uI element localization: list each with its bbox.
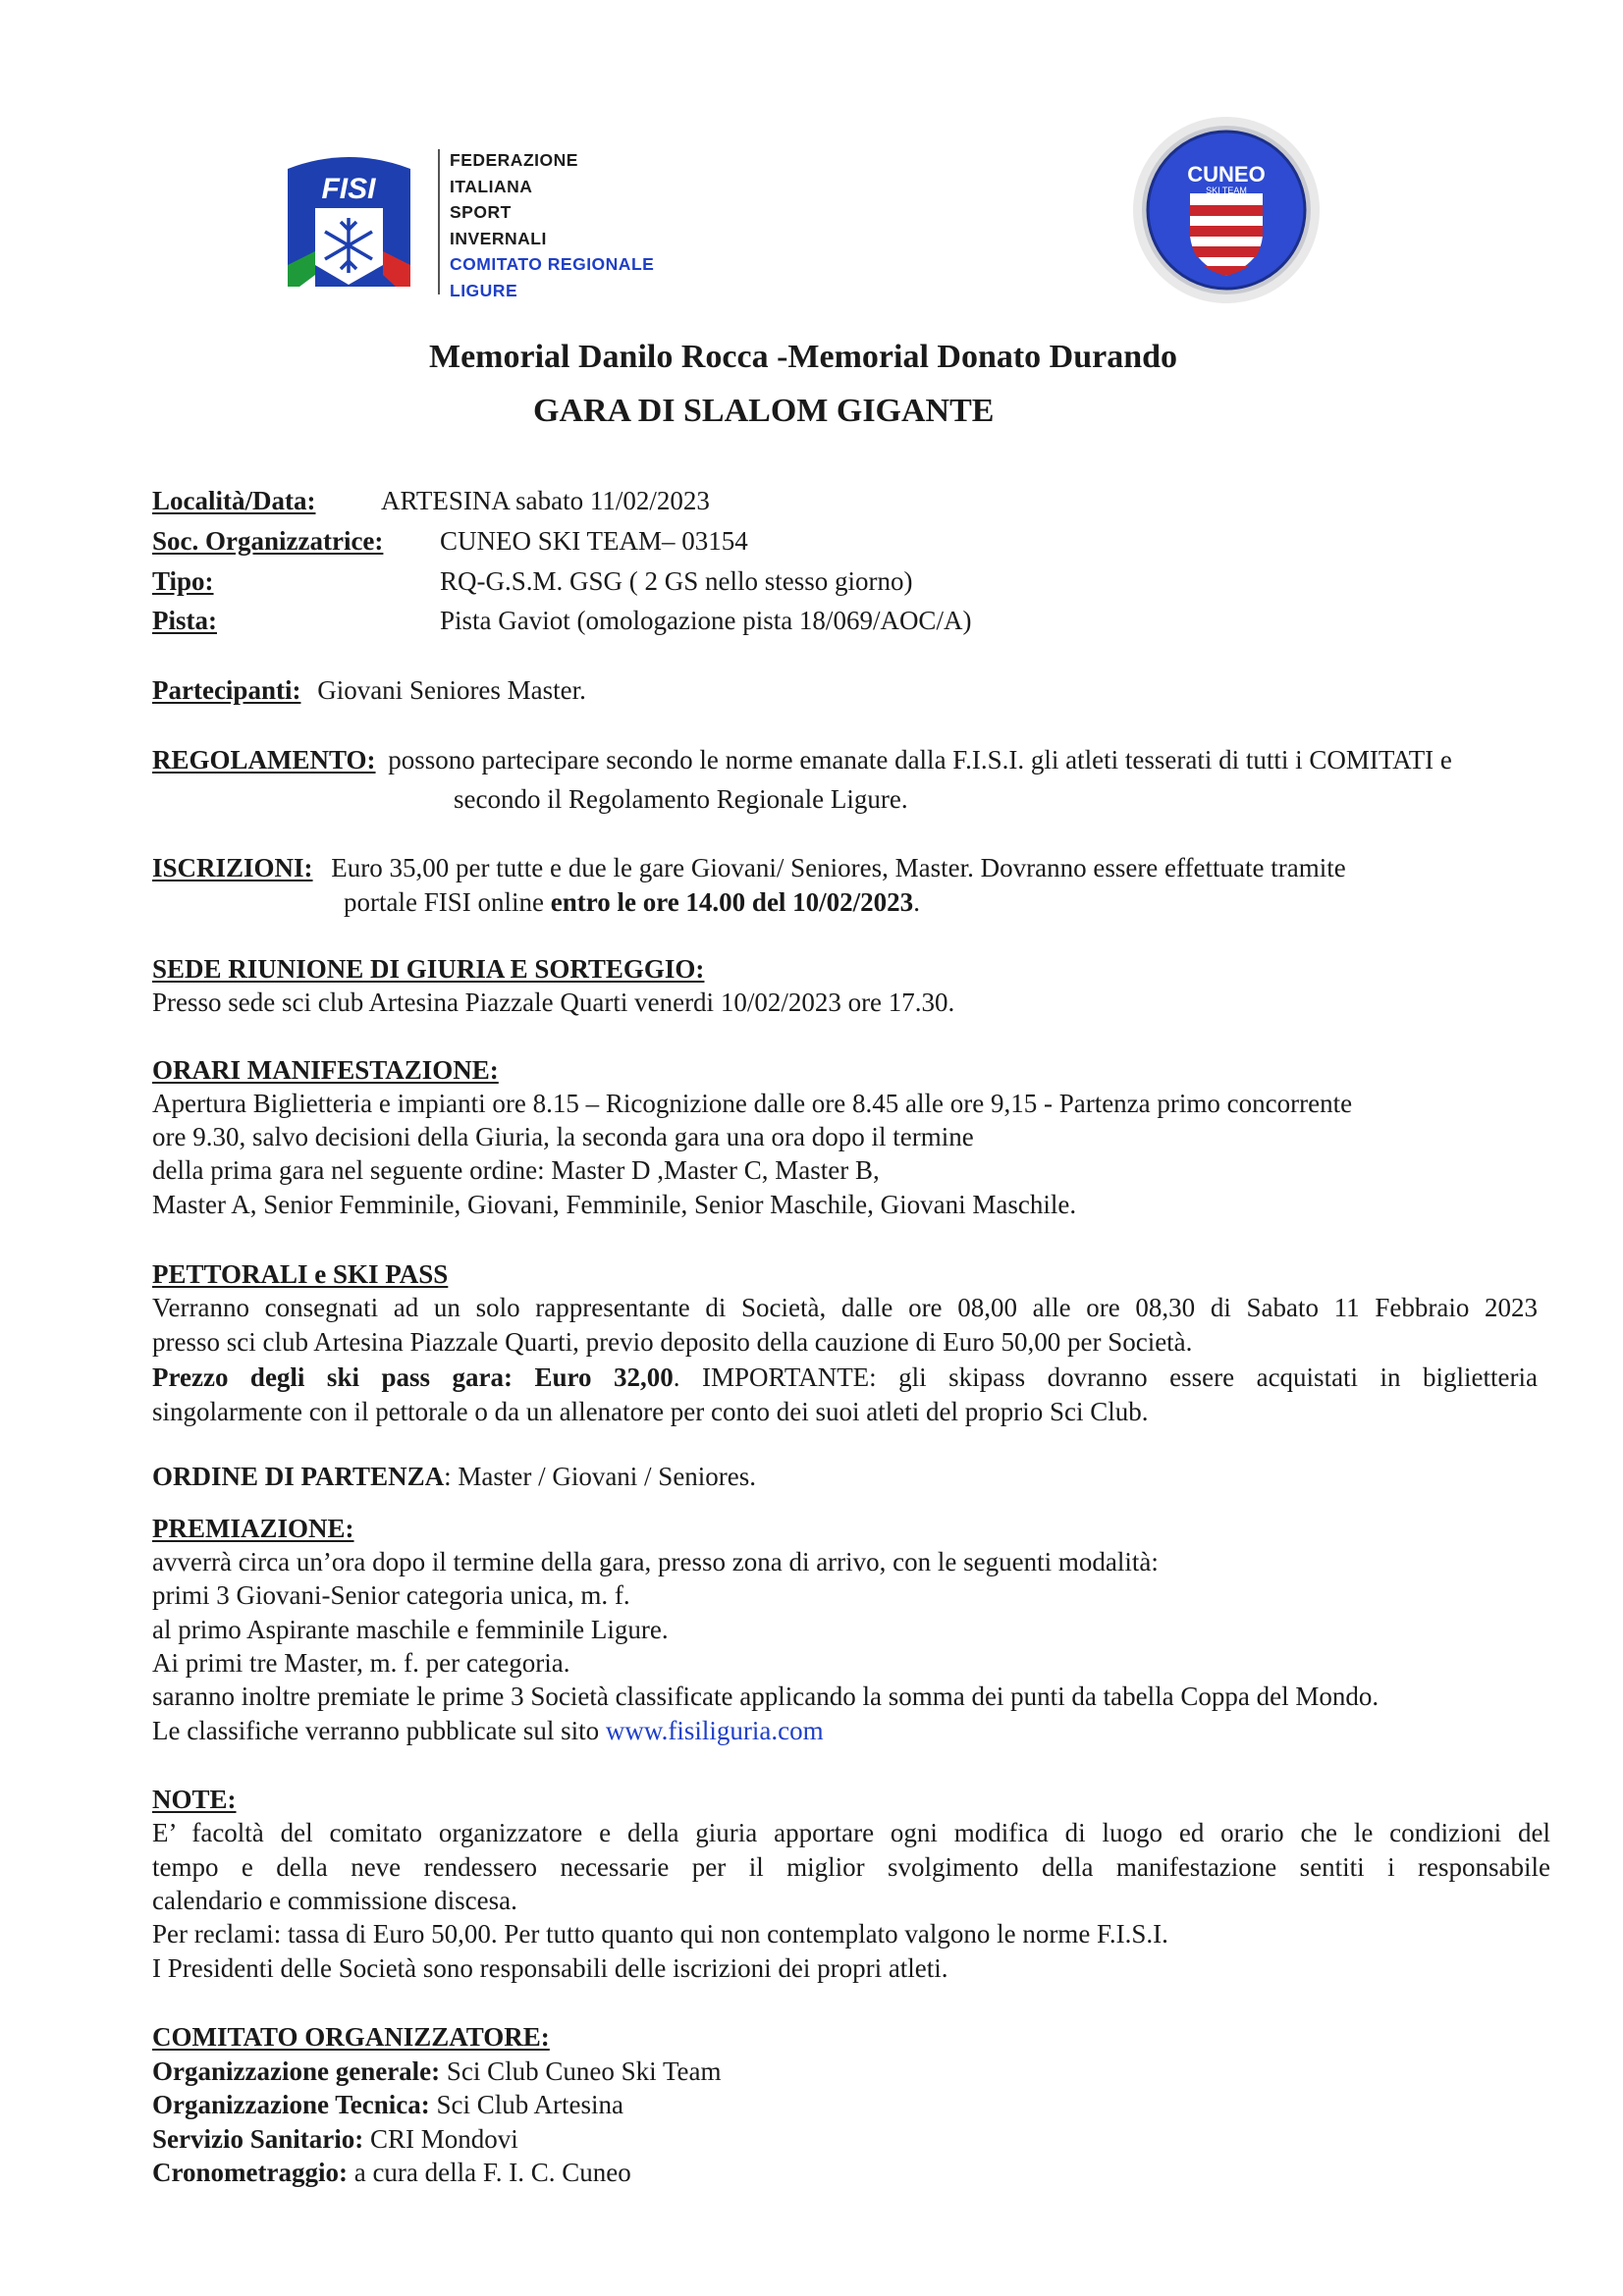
fisi-line: FEDERAZIONE bbox=[450, 150, 578, 170]
note-line: I Presidenti delle Società sono responsabili delle iscrizioni dei propri atleti. bbox=[152, 1953, 948, 1983]
premiazione-line: Ai primi tre Master, m. f. per categoria. bbox=[152, 1648, 570, 1678]
ordine-row bbox=[152, 1460, 756, 1493]
info-value: Pista Gaviot (omologazione pista 18/069/AOC/A) bbox=[440, 606, 972, 635]
fisi-text-block bbox=[450, 147, 654, 303]
comitato-row bbox=[152, 2122, 518, 2156]
info-label: Località/Data: bbox=[152, 486, 316, 515]
info-row bbox=[152, 484, 1036, 517]
info-value: ARTESINA sabato 11/02/2023 bbox=[381, 486, 710, 515]
premiazione-line: saranno inoltre premiate le prime 3 Società classificate applicando la somma dei punti da tabella Coppa del Mondo. bbox=[152, 1682, 1380, 1711]
info-row bbox=[152, 524, 1036, 558]
pettorali-line bbox=[152, 1361, 1538, 1394]
comitato-value: a cura della F. I. C. Cuneo bbox=[353, 2158, 631, 2187]
regolamento-text: possono partecipare secondo le norme emanate dalla F.I.S.I. gli atleti tesserati di tutti i COMITATI e bbox=[388, 745, 1452, 774]
iscrizioni-line-2-post: . bbox=[913, 887, 920, 917]
cuneo-text-sub: SKI TEAM bbox=[1206, 186, 1247, 195]
comitato-value: Sci Club Artesina bbox=[436, 2090, 623, 2119]
note-line: Per reclami: tassa di Euro 50,00. Per tutto quanto qui non contemplato valgono le norme F.I.S.I. bbox=[152, 1919, 1168, 1949]
premiazione-line: primi 3 Giovani-Senior categoria unica, m. f. bbox=[152, 1580, 630, 1610]
partecipanti-label: Partecipanti: bbox=[152, 675, 301, 705]
fisi-badge-text: FISI bbox=[321, 173, 376, 205]
pettorali-line: Verranno consegnati ad un solo rappresentante di Società, dalle ore 08,00 alle ore 08,30 di Sabato 11 Febbraio 2023 bbox=[152, 1293, 1538, 1322]
premiazione-heading: PREMIAZIONE: bbox=[152, 1514, 354, 1543]
orari-line: della prima gara nel seguente ordine: Master D ,Master C, Master B, bbox=[152, 1155, 880, 1185]
fisi-line: LIGURE bbox=[450, 280, 518, 300]
iscrizioni-line-2 bbox=[344, 885, 920, 919]
regolamento-row bbox=[152, 743, 1452, 776]
ordine-label: ORDINE DI PARTENZA bbox=[152, 1462, 445, 1491]
sede-text: Presso sede sci club Artesina Piazzale Quarti venerdi 10/02/2023 ore 17.30. bbox=[152, 988, 955, 1017]
info-value: CUNEO SKI TEAM– 03154 bbox=[440, 526, 748, 556]
partecipanti-value: Giovani Seniores Master. bbox=[317, 675, 586, 705]
iscrizioni-label: ISCRIZIONI: bbox=[152, 853, 313, 882]
fisi-line: COMITATO REGIONALE bbox=[450, 254, 655, 274]
info-value: RQ-G.S.M. GSG ( 2 GS nello stesso giorno) bbox=[440, 566, 913, 596]
info-label: Pista: bbox=[152, 606, 217, 635]
pettorali-heading: PETTORALI e SKI PASS bbox=[152, 1259, 449, 1289]
info-label: Tipo: bbox=[152, 566, 214, 596]
comitato-label: Servizio Sanitario: bbox=[152, 2124, 364, 2154]
partecipanti-row bbox=[152, 673, 586, 707]
cuneo-text-top: CUNEO bbox=[1187, 162, 1266, 187]
note-line: calendario e commissione discesa. bbox=[152, 1886, 517, 1915]
fisi-line: SPORT bbox=[450, 202, 512, 222]
orari-line: ore 9.30, salvo decisioni della Giuria, la seconda gara una ora dopo il termine bbox=[152, 1122, 974, 1151]
orari-heading: ORARI MANIFESTAZIONE: bbox=[152, 1055, 499, 1085]
info-row bbox=[152, 564, 1036, 598]
orari-line: Master A, Senior Femminile, Giovani, Femminile, Senior Maschile, Giovani Maschile. bbox=[152, 1190, 1077, 1219]
comitato-label: Organizzazione Tecnica: bbox=[152, 2090, 430, 2119]
sede-heading: SEDE RIUNIONE DI GIURIA E SORTEGGIO: bbox=[152, 954, 705, 984]
fisi-line: ITALIANA bbox=[450, 176, 533, 196]
pettorali-important: . IMPORTANTE: gli skipass dovranno essere acquistati in biglietteria bbox=[673, 1362, 1538, 1392]
cuneo-logo bbox=[1131, 115, 1322, 305]
premiazione-line: al primo Aspirante maschile e femminile Ligure. bbox=[152, 1615, 669, 1644]
note-heading: NOTE: bbox=[152, 1785, 237, 1814]
iscrizioni-row bbox=[152, 851, 1346, 884]
info-row bbox=[152, 604, 1036, 637]
pettorali-line: presso sci club Artesina Piazzale Quarti, previo deposito della cauzione di Euro 50,00 per Società. bbox=[152, 1327, 1193, 1357]
comitato-label: Organizzazione generale: bbox=[152, 2056, 441, 2086]
cuneo-badge-icon bbox=[1131, 115, 1322, 305]
premiazione-line bbox=[152, 1714, 824, 1747]
info-label: Soc. Organizzatrice: bbox=[152, 526, 384, 556]
note-line: tempo e della neve rendessero necessarie per il miglior svolgimento della manifestazione sentiti i responsabile bbox=[152, 1852, 1550, 1882]
comitato-row bbox=[152, 2088, 623, 2121]
pettorali-line: singolarmente con il pettorale o da un allenatore per conto dei suoi atleti del proprio Sci Club. bbox=[152, 1397, 1149, 1426]
title-line-1: Memorial Danilo Rocca -Memorial Donato Durando bbox=[429, 339, 1178, 375]
skipass-price: Prezzo degli ski pass gara: Euro 32,00 bbox=[152, 1362, 674, 1392]
iscrizioni-deadline: entro le ore 14.00 del 10/02/2023 bbox=[550, 887, 914, 917]
premiazione-line: avverrà circa un’ora dopo il termine della gara, presso zona di arrivo, con le seguenti modalità: bbox=[152, 1547, 1159, 1576]
iscrizioni-text: Euro 35,00 per tutte e due le gare Giovani/ Seniores, Master. Dovranno essere effettuate tramite bbox=[331, 853, 1346, 882]
orari-line: Apertura Biglietteria e impianti ore 8.15 – Ricognizione dalle ore 8.45 alle ore 9,15 - Partenza primo concorrente bbox=[152, 1089, 1353, 1118]
note-line: E’ facoltà del comitato organizzatore e della giuria apportare ogni modifica di luogo ed orario che le condizioni del bbox=[152, 1818, 1550, 1847]
title-line-2: GARA DI SLALOM GIGANTE bbox=[533, 393, 995, 429]
comitato-row bbox=[152, 2156, 631, 2189]
regolamento-line-2: secondo il Regolamento Regionale Ligure. bbox=[454, 784, 908, 814]
ordine-value: : Master / Giovani / Seniores. bbox=[444, 1462, 757, 1491]
fisi-divider bbox=[438, 149, 440, 294]
comitato-label: Cronometraggio: bbox=[152, 2158, 348, 2187]
comitato-value: Sci Club Cuneo Ski Team bbox=[446, 2056, 722, 2086]
comitato-heading: COMITATO ORGANIZZATORE: bbox=[152, 2022, 550, 2052]
fisi-badge-icon bbox=[278, 149, 420, 296]
regolamento-label: REGOLAMENTO: bbox=[152, 745, 376, 774]
fisiliguria-link[interactable]: www.fisiliguria.com bbox=[605, 1716, 824, 1745]
fisi-line: INVERNALI bbox=[450, 228, 547, 248]
fisi-logo bbox=[278, 149, 690, 300]
comitato-value: CRI Mondovi bbox=[369, 2124, 518, 2154]
comitato-row bbox=[152, 2055, 722, 2088]
premiazione-site-text: Le classifiche verranno pubblicate sul sito bbox=[152, 1716, 606, 1745]
iscrizioni-line-2-pre: portale FISI online bbox=[344, 887, 551, 917]
